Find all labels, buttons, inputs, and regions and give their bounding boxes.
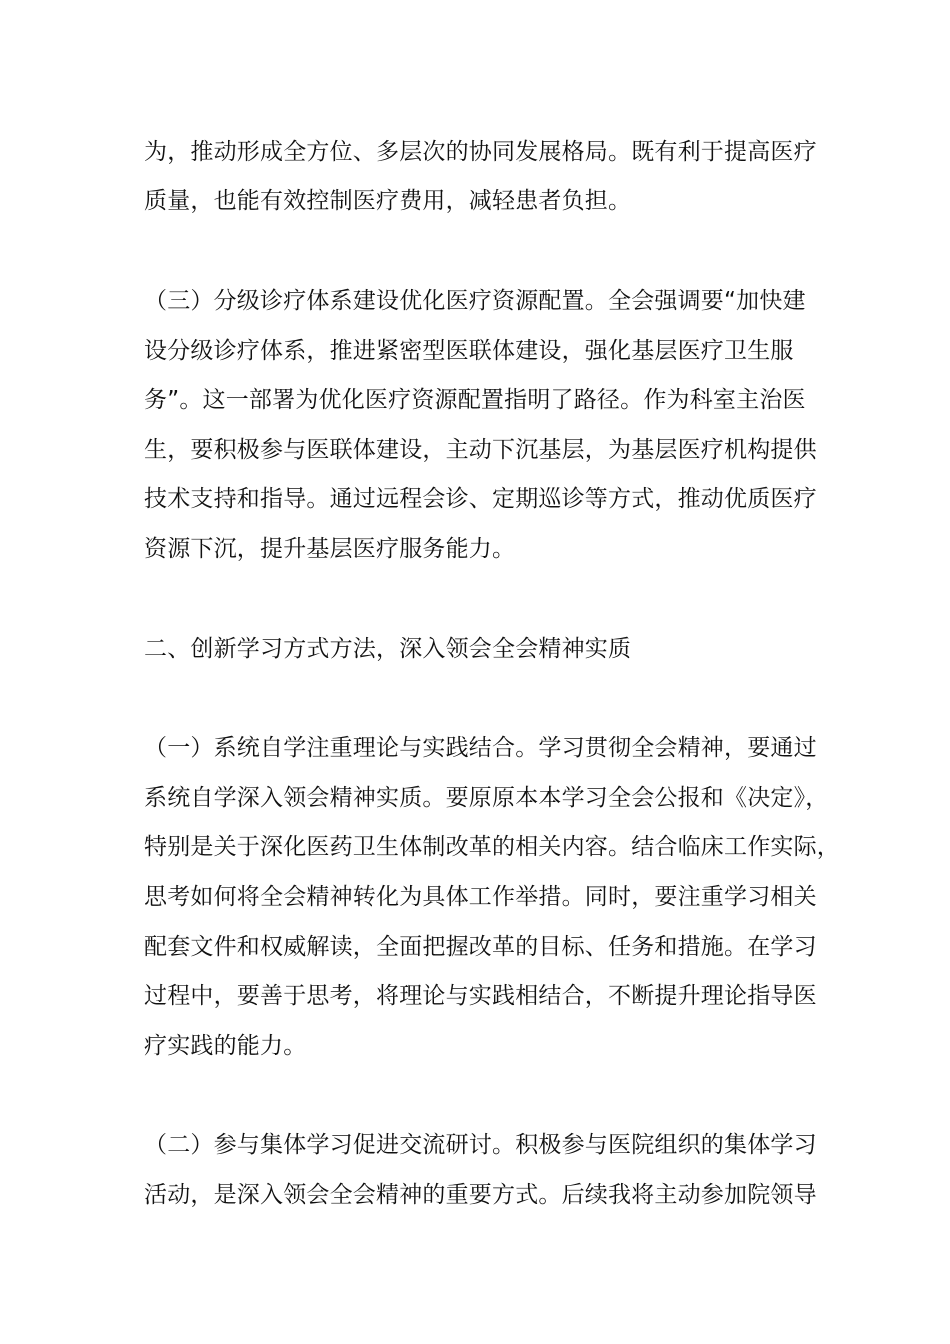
paragraph-4-line-1: （二）参与集体学习促进交流研讨。积极参与医院组织的集体学习 [144, 1132, 817, 1158]
paragraph-2-line-4: 生，要积极参与医联体建设，主动下沉基层，为基层医疗机构提供 [144, 437, 817, 463]
paragraph-3-line-5: 配套文件和权威解读，全面把握改革的目标、任务和措施。在学习 [144, 934, 817, 960]
paragraph-3-line-4: 思考如何将全会精神转化为具体工作举措。同时，要注重学习相关 [144, 884, 817, 910]
paragraph-3-line-6: 过程中，要善于思考，将理论与实践相结合，不断提升理论指导医 [144, 983, 817, 1009]
paragraph-2-line-3: 务”。这一部署为优化医疗资源配置指明了路径。作为科室主治医 [144, 387, 806, 413]
paragraph-3-line-7: 疗实践的能力。 [144, 1033, 307, 1059]
paragraph-4-line-2: 活动，是深入领会全会精神的重要方式。后续我将主动参加院领导 [144, 1182, 817, 1208]
paragraph-2-line-5: 技术支持和指导。通过远程会诊、定期巡诊等方式，推动优质医疗 [144, 486, 817, 512]
paragraph-3-line-3: 特别是关于深化医药卫生体制改革的相关内容。结合临床工作实际， [144, 834, 840, 860]
paragraph-3-line-1: （一）系统自学注重理论与实践结合。学习贯彻全会精神，要通过 [144, 735, 817, 761]
paragraph-1-line-2: 质量，也能有效控制医疗费用，减轻患者负担。 [144, 188, 632, 214]
paragraph-3-line-2: 系统自学深入领会精神实质。要原原本本学习全会公报和《决定》， [144, 785, 829, 811]
paragraph-2-line-1: （三）分级诊疗体系建设优化医疗资源配置。全会强调要“加快建 [144, 288, 806, 314]
paragraph-1-line-1: 为，推动形成全方位、多层次的协同发展格局。既有利于提高医疗 [144, 139, 817, 165]
paragraph-2-line-2: 设分级诊疗体系，推进紧密型医联体建设，强化基层医疗卫生服 [144, 338, 794, 364]
section-heading: 二、创新学习方式方法，深入领会全会精神实质 [144, 636, 632, 662]
paragraph-2-line-6: 资源下沉，提升基层医疗服务能力。 [144, 536, 516, 562]
